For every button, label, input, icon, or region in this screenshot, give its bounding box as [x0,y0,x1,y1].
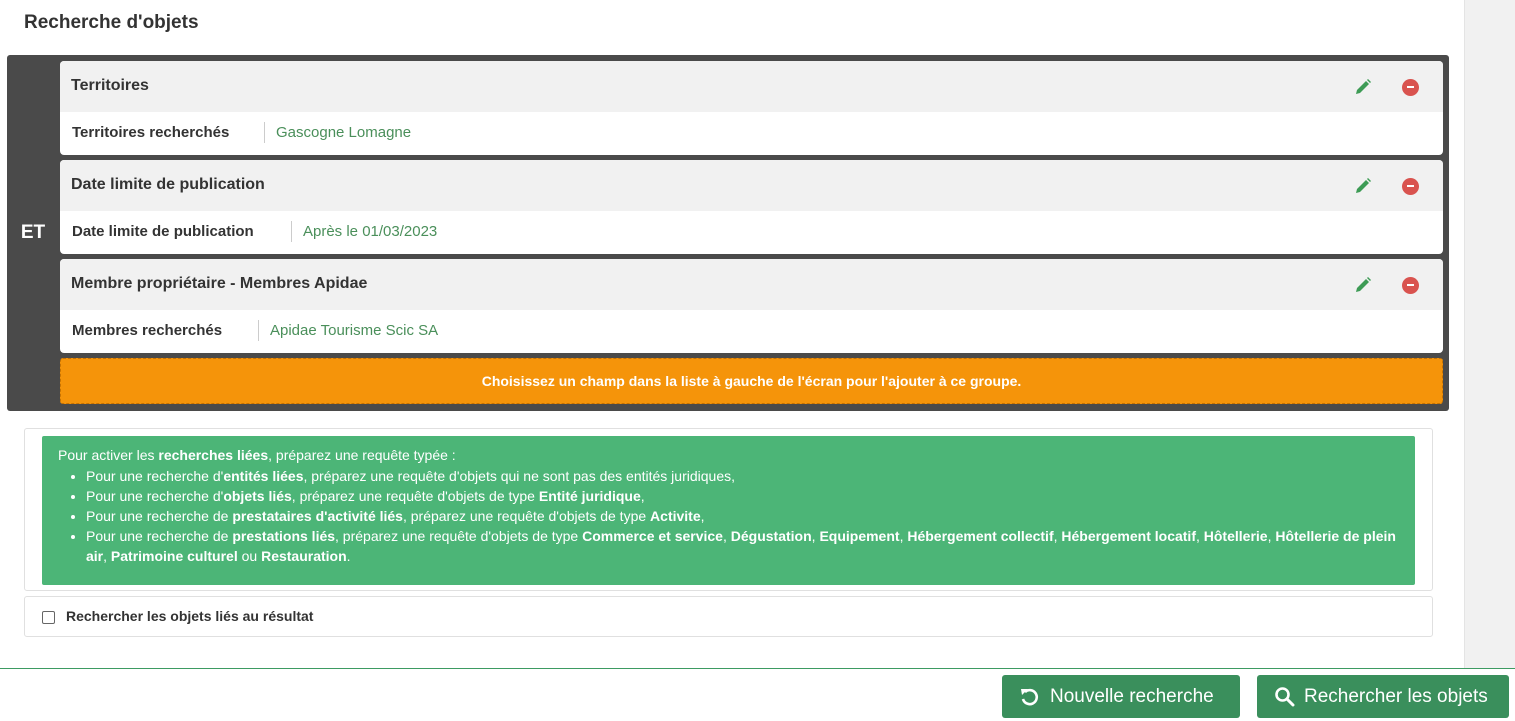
footer-divider [0,668,1515,669]
divider [264,122,265,143]
add-field-dropzone[interactable]: Choisissez un champ dans la liste à gauche de l'écran pour l'ajouter à ce groupe. [60,358,1443,404]
linked-objects-checkbox[interactable] [42,611,55,624]
criterion-label: Territoires recherchés [72,124,230,141]
criterion-header [60,259,1443,310]
remove-button[interactable] [1399,175,1421,197]
criterion-title: Territoires [71,77,149,94]
criterion-date-limite [60,160,1443,254]
criterion-body [60,112,1443,155]
info-list [70,466,1406,566]
divider [258,320,259,341]
criteria-group [7,55,1449,411]
criterion-header [60,160,1443,211]
list-item: • Pour une recherche d'entités liées, préparez une requête d'objets qui ne sont pas des entités juridiques, [86,466,1406,486]
info-text: Pour activer les [58,447,159,463]
linked-objects-checkbox-label[interactable]: Rechercher les objets liés au résultat [66,608,314,624]
page-title: Recherche d'objets [24,12,199,33]
pencil-icon [1354,78,1372,96]
list-item: • Pour une recherche de prestataires d'activité liés, préparez une requête d'objets de type Activite, [86,506,1406,526]
pencil-icon [1354,276,1372,294]
linked-search-info-panel [24,428,1433,591]
edit-button[interactable] [1352,274,1374,296]
info-text: , préparez une requête typée : [268,447,456,463]
criterion-title: Membre propriétaire - Membres Apidae [71,275,368,292]
search-objects-button[interactable] [1257,675,1509,718]
pencil-icon [1354,177,1372,195]
list-item: • Pour une recherche de prestations liés, préparez une requête d'objets de type Commerce et service, Dégustation, Equipement, Hébergement collectif, Hébergement locatif, Hôtellerie, Hôtellerie de plein air, Patrimoine culturel ou Restauration. [86,526,1406,566]
list-item: • Pour une recherche d'objets liés, préparez une requête d'objets de type Entité juridique, [86,486,1406,506]
info-bold: recherches liées [158,447,269,463]
edit-button[interactable] [1352,76,1374,98]
linked-objects-option [24,596,1433,637]
edit-button[interactable] [1352,175,1374,197]
group-operator-label: ET [20,222,46,243]
remove-button[interactable] [1399,76,1421,98]
criterion-value: Apidae Tourisme Scic SA [270,322,439,339]
search-objects-label: Rechercher les objets [1304,685,1488,707]
criterion-label: Membres recherchés [72,322,223,339]
divider [291,221,292,242]
remove-button[interactable] [1399,274,1421,296]
minus-circle-icon [1402,277,1419,294]
info-intro [58,446,456,464]
criterion-title: Date limite de publication [71,176,265,193]
info-alert [42,436,1415,585]
minus-circle-icon [1402,178,1419,195]
criterion-header [60,61,1443,112]
minus-circle-icon [1402,79,1419,96]
undo-icon [1019,686,1041,708]
criterion-body [60,310,1443,353]
criterion-value: Après le 01/03/2023 [303,223,438,240]
criterion-membre-proprietaire [60,259,1443,353]
new-search-label: Nouvelle recherche [1050,685,1214,707]
new-search-button[interactable] [1002,675,1240,718]
search-icon [1274,686,1295,707]
criterion-territoires [60,61,1443,155]
criterion-label: Date limite de publication [72,223,254,240]
criterion-value: Gascogne Lomagne [276,124,412,141]
right-scroll-area [1465,0,1515,668]
criterion-body [60,211,1443,254]
